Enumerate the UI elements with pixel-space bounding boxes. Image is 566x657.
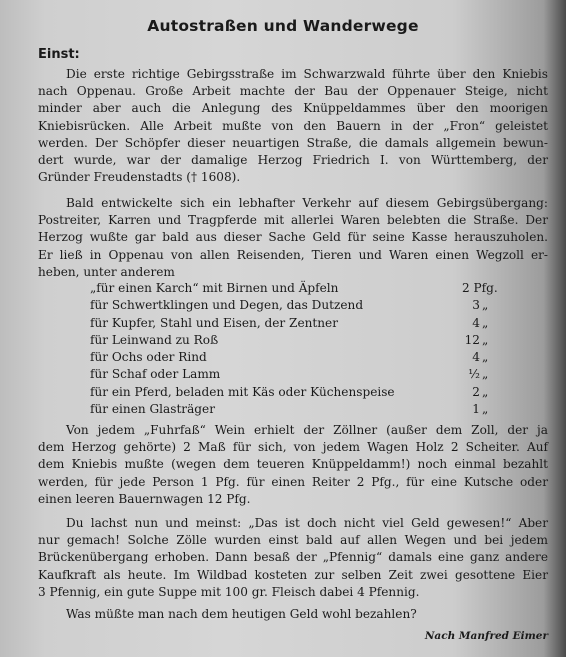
toll-item: für einen Glasträger <box>90 402 215 417</box>
paragraph-1 <box>38 66 548 186</box>
toll-price: 2 <box>472 384 480 399</box>
toll-item: für Kupfer, Stahl und Eisen, der Zentner <box>90 315 338 330</box>
ditto-mark: „ <box>482 332 489 347</box>
toll-row <box>90 366 510 383</box>
paragraph-line: Herzog wußte gar bald aus dieser Sache Geld für seine Kasse herauszuholen. <box>38 230 548 245</box>
paragraph-line: werden, für jede Person 1 Pfg. für einen Reiter 2 Pfg., für eine Kutsche oder <box>38 474 548 489</box>
paragraph-line: Brückenübergang erhoben. Dann besaß der „Pfennig“ damals eine ganz andere <box>38 550 548 565</box>
paragraph-line: heben, unter anderem <box>38 264 175 279</box>
toll-list <box>90 280 510 418</box>
paragraph-line: einen leeren Bauernwagen 12 Pfg. <box>38 491 251 506</box>
closing-question: Was müßte man nach dem heutigen Geld wohl bezahlen? <box>66 607 417 621</box>
toll-item: für Ochs oder Rind <box>90 350 207 365</box>
paragraph-line: nach Oppenau. Große Arbeit machte der Bau der Oppenauer Steige, nicht <box>38 84 548 99</box>
toll-price: 4 <box>472 350 480 365</box>
section-heading: Einst: <box>38 47 80 62</box>
toll-item: für Schwertklingen und Degen, das Dutzend <box>90 298 364 313</box>
ditto-mark: „ <box>482 298 489 313</box>
ditto-mark: „ <box>482 402 489 417</box>
paragraph-line: Kaufkraft als heute. Im Wildbad kosteten zur selben Zeit zwei gesottene Eier <box>38 567 548 582</box>
paragraph-line: dert wurde, war der damalige Herzog Friedrich I. von Württemberg, der <box>38 153 548 168</box>
ditto-mark: „ <box>482 384 489 399</box>
paragraph-2 <box>38 195 548 281</box>
paragraph-line: nur gemach! Solche Zölle wurden einst bald auf allen Wegen und bei jedem <box>38 533 548 548</box>
ditto-mark: „ <box>482 367 489 382</box>
paragraph-line: Du lachst nun und meinst: „Das ist doch nicht viel Geld gewesen!“ Aber <box>66 516 548 530</box>
toll-row <box>90 401 510 418</box>
paragraph-line: 3 Pfennig, ein gute Suppe mit 100 gr. Fleisch dabei 4 Pfennig. <box>38 584 420 599</box>
paragraph-line: Gründer Freudenstadts († 1608). <box>38 170 241 185</box>
toll-price: ½ <box>468 367 480 382</box>
paragraph-line: dem Herzog gehörte) 2 Maß für sich, von jedem Wagen Holz 2 Scheiter. Auf <box>38 440 548 455</box>
toll-row <box>90 332 510 349</box>
toll-price: 2 Pfg. <box>462 281 498 295</box>
toll-row <box>90 297 510 314</box>
toll-price: 4 <box>472 315 480 330</box>
toll-item: für Schaf oder Lamm <box>90 367 221 382</box>
toll-item: für ein Pferd, beladen mit Käs oder Küchenspeise <box>90 384 395 399</box>
page-title: Autostraßen und Wanderwege <box>147 17 419 35</box>
paragraph-line: Er ließ in Oppenau von allen Reisenden, Tieren und Waren einen Wegzoll er- <box>38 247 548 262</box>
paragraph-3 <box>38 422 548 508</box>
paragraph-line: dem Kniebis mußte (wegen dem teueren Knüppeldamm!) noch einmal bezahlt <box>38 457 548 472</box>
toll-price: 1 <box>472 402 480 417</box>
toll-row <box>90 349 510 366</box>
author-credit: Nach Manfred Eimer <box>424 630 548 642</box>
ditto-mark: „ <box>482 315 489 330</box>
toll-row <box>90 315 510 332</box>
toll-item: „für einen Karch“ mit Birnen und Äpfeln <box>90 281 339 295</box>
paragraph-line: Postreiter, Karren und Tragpferde mit allerlei Waren belebten die Straße. Der <box>38 213 548 228</box>
paragraph-line: Bald entwickelte sich ein lebhafter Verkehr auf diesem Gebirgsübergang: <box>66 196 548 210</box>
paragraph-4 <box>38 515 548 601</box>
toll-price: 12 <box>464 332 480 347</box>
toll-item: für Leinwand zu Roß <box>90 332 219 347</box>
paragraph-line: Die erste richtige Gebirgsstraße im Schwarzwald führte über den Kniebis <box>66 67 548 81</box>
toll-price: 3 <box>472 298 480 313</box>
paragraph-line: werden. Der Schöpfer dieser neuartigen Straße, die damals allgemein bewun- <box>38 135 548 150</box>
toll-row <box>90 384 510 401</box>
ditto-mark: „ <box>482 350 489 365</box>
toll-row <box>90 280 510 297</box>
paragraph-line: Kniebisrücken. Alle Arbeit mußte von den Bauern in der „Fron“ geleistet <box>38 118 548 133</box>
paragraph-line: minder aber auch die Anlegung des Knüppeldammes über den moorigen <box>38 101 548 116</box>
paragraph-line: Von jedem „Fuhrfaß“ Wein erhielt der Zöllner (außer dem Zoll, der ja <box>66 423 548 437</box>
